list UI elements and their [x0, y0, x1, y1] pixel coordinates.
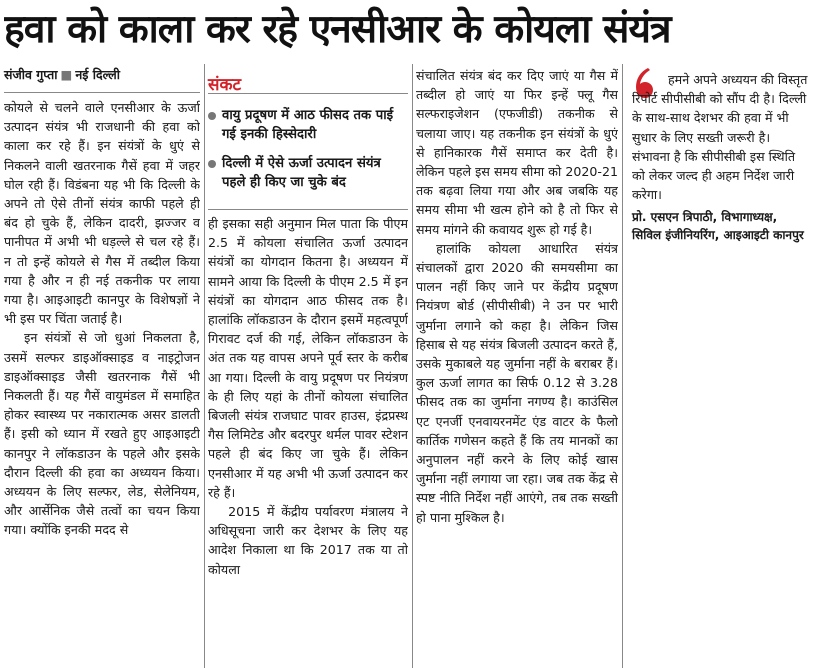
- article-column-2: [208, 214, 408, 664]
- highlight-item: [208, 154, 408, 192]
- bullet-icon: [208, 160, 216, 168]
- column-divider-1: [204, 64, 205, 668]
- article-column-3: [416, 66, 618, 664]
- byline-author: संजीव गुप्ता: [4, 67, 58, 82]
- column2-paragraph-1: ही इसका सही अनुमान मिल पाता कि पीएम 2.5 में कोयला संचालित ऊर्जा उत्पादन संयंत्रों का योगदान कितना है। अध्ययन में सामने आया कि दिल्ली के पीएम 2.5 में इन संयंत्रों का योगदान आठ फीसद तक है। हालांकि लॉकडाउन के दौरान इसमें महत्वपूर्ण गिरावट दर्ज की गई, लेकिन लॉकडाउन के अंत तक यह वापस अपने पूर्व स्तर के करीब आ गया। दिल्ली के वायु प्रदूषण पर नियंत्रण के ही लिए यहां के तीनों कोयला संचालित बिजली संयंत्र राजघाट पावर हाउस, इंद्रप्रस्थ गैस लिमिटेड और बदरपुर थर्मल पावर स्टेशन पहले ही बंद किए जा चुके हैं। लेकिन एनसीआर में यह अभी भी ऊर्जा उत्पादन कर रहे हैं।: [208, 216, 408, 500]
- column1-paragraph-1: कोयले से चलने वाले एनसीआर के ऊर्जा उत्पादन संयंत्र भी राजधानी की हवा को काला कर रहे हैं। इन संयंत्रों के धुएं से निकलने वाली खतरनाक गैसें हवा में जहर घोल रही हैं। विडंबना यह भी कि दिल्ली के अपने तो ऐसे तीनों संयंत्र काफी पहले ही बंद हो चुके हैं, लेकिन दादरी, झज्जर व पानीपत में अभी भी धड़ल्ले से चल रहे हैं। न तो इन्हें कोयले से गैस में तब्दील किया गया है और न ही नई तकनीक पर लाया गया है। आइआइटी कानपुर के विशेषज्ञों ने भी इस पर चिंता जताई है।: [4, 100, 200, 327]
- bullet-icon: [208, 112, 216, 120]
- article-column-1: [4, 98, 200, 664]
- quote-text: हमने अपने अध्ययन की विस्तृत रिपोर्ट सीपीसीबी को सौंप दी है। दिल्ली के साथ-साथ देशभर की हवा में भी सुधार के लिए सख्ती जरूरी है। संभावना है कि सीपीसीबी इस स्थिति को लेकर जल्द ही अहम निर्देश जारी करेगा।: [632, 72, 808, 203]
- highlight-text: वायु प्रदूषण में आठ फीसद तक पाई गई इनकी हिस्सेदारी: [222, 108, 394, 142]
- highlight-text: दिल्ली में ऐसे ऊर्जा उत्पादन संयंत्र पहले ही किए जा चुके बंद: [222, 156, 381, 190]
- highlights-divider: [208, 209, 408, 210]
- column1-paragraph-2: इन संयंत्रों से जो धुआं निकलता है, उसमें सल्फर डाइऑक्साइड व नाइट्रोजन डाइऑक्साइड जैसी खतरनाक गैसें भी निकलती हैं। यह गैसें वायुमंडल में समाहित होकर स्वास्थ्य पर नकारात्मक असर डालती हैं। इसी को ध्यान में रखते हुए आइआइटी कानपुर ने लॉकडाउन के पहले और इसके दौरान दिल्ली की हवा का अध्ययन किया। अध्ययन के लिए सल्फर, लेड, सेलेनियम, और आर्सेनिक जैसे तत्वों का चयन किया गया। क्योंकि इनकी मदद से: [4, 330, 200, 538]
- column3-paragraph-1: संचालित संयंत्र बंद कर दिए जाएं या गैस में तब्दील हो जाएं या फिर इन्हें फ्लू गैस सल्फराइजेशन (एफजीडी) तकनीक से चलाया जाए। यह तकनीक इन संयंत्रों के धुएं से हानिकारक गैसें समाप्त कर देती है। लेकिन पहले इस समय सीमा को 2020-21 तक बढ़वा लिया गया और अब जबकि यह समय सीमा भी खत्म होने को है तो फिर से समय मांगने की कवायद शुरू हो गई है।: [416, 68, 618, 237]
- column3-paragraph-2: हालांकि कोयला आधारित संयंत्र संचालकों द्वारा 2020 की समयसीमा का पालन नहीं किए जाने पर केंद्रीय प्रदूषण नियंत्रण बोर्ड (सीपीसीबी) ने उन पर भारी जुर्माना लगाने को कहा है। लेकिन जिस हिसाब से यह संयंत्र बिजली उत्पादन करते हैं, उसके मुकाबले यह जुर्माना नहीं के बराबर हैं। कुल ऊर्जा लागत का सिर्फ 0.12 से 3.28 फीसद तक का जुर्माना नगण्य है। काउंसिल एट एनर्जी एनवायरनमेंट एंड वाटर के फैलो कार्तिक गणेसन कहते हैं कि तय मानकों का अनुपालन नहीं करने के लिए कोई खास जुर्माना नहीं लगाया जा रहा। जब तक केंद्र से स्पष्ट नीति निर्देश नहीं आएंगे, तब तक सख्ती हो पाना मुश्किल है।: [416, 240, 618, 525]
- byline-separator-icon: ■: [60, 67, 73, 82]
- column-divider-3: [622, 64, 623, 668]
- byline: [4, 66, 202, 83]
- section-tag: संकट: [208, 75, 242, 95]
- column-divider-2: [412, 64, 413, 668]
- column2-paragraph-2: 2015 में केंद्रीय पर्यावरण मंत्रालय ने अधिसूचना जारी कर देशभर के लिए यह आदेश निकाला था कि 2017 तक या तो कोयला: [208, 504, 408, 577]
- headline: हवा को काला कर रहे एनसीआर के कोयला संयंत्र: [4, 7, 671, 52]
- byline-divider: [4, 92, 200, 93]
- byline-location: नई दिल्ली: [75, 67, 120, 82]
- pull-quote: [632, 70, 810, 244]
- highlights: [208, 106, 408, 202]
- highlight-item: [208, 106, 408, 144]
- quote-attribution: प्रो. एसएन त्रिपाठी, विभागाध्यक्ष, सिविल इंजीनियरिंग, आइआइटी कानपुर: [632, 210, 804, 243]
